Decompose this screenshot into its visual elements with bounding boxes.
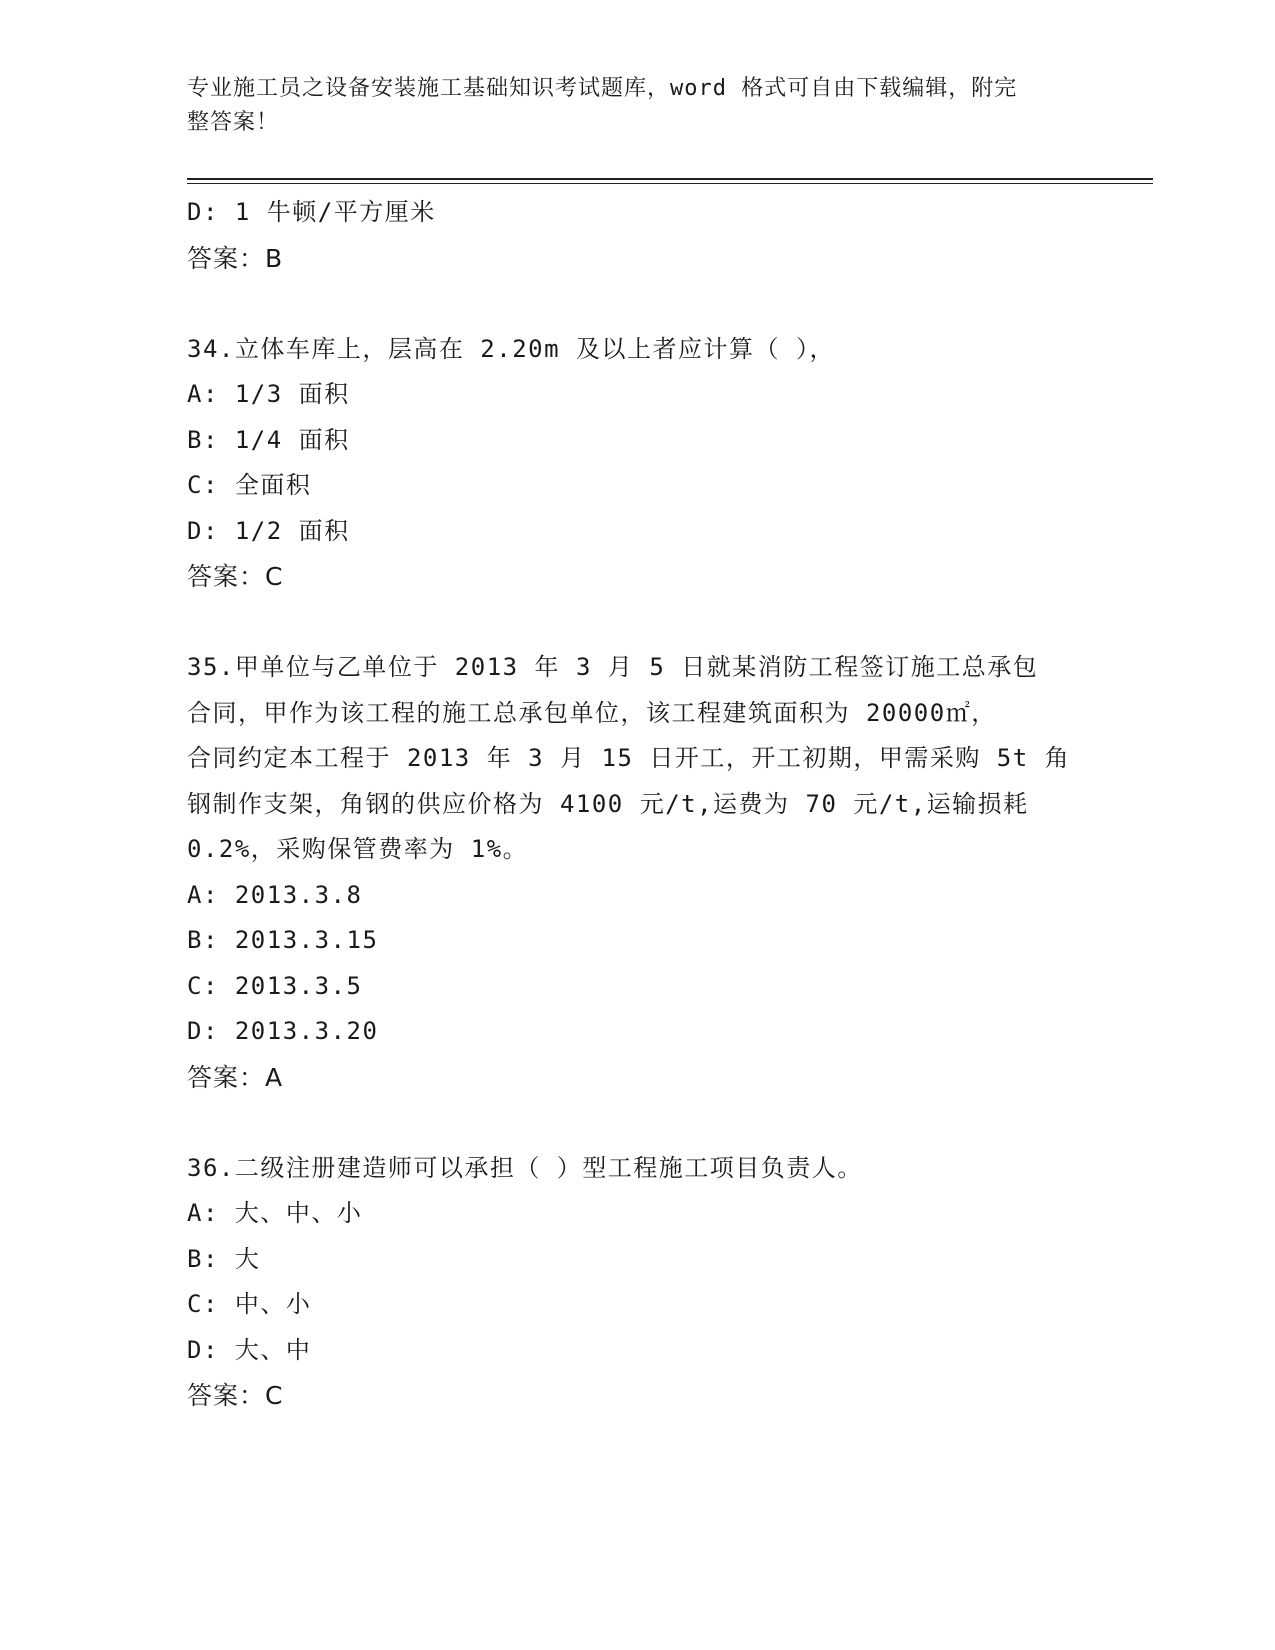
document-header (187, 72, 1067, 140)
option-a: A: 1/3 面积 (187, 380, 350, 408)
option-a: A: 2013.3.8 (187, 880, 363, 909)
option-c: C: 2013.3.5 (187, 971, 363, 1000)
question-stem-line-4: 钢制作支架，角钢的供应价格为 4100 元/t,运费为 70 元/t,运输损耗 (187, 789, 1029, 818)
answer-line: 答案：B (187, 243, 284, 273)
question-stem-line-1: 35.甲单位与乙单位于 2013 年 3 月 5 日就某消防工程签订施工总承包 (187, 653, 1039, 681)
header-rule-thick (187, 178, 1153, 180)
option-d: D: 大、中 (187, 1335, 312, 1364)
question-35 (187, 645, 1087, 1100)
option-c: C: 中、小 (187, 1290, 312, 1318)
option-d: D: 2013.3.20 (187, 1017, 379, 1045)
header-rule-thin (187, 183, 1153, 184)
option-b: B: 1/4 面积 (187, 425, 350, 454)
question-stem-line-3: 合同约定本工程于 2013 年 3 月 15 日开工，开工初期，甲需采购 5t 角 (187, 744, 1071, 772)
answer-line: 答案：A (187, 1062, 284, 1092)
spacer (187, 600, 1087, 646)
header-line-1: 专业施工员之设备安装施工基础知识考试题库，word 格式可自由下载编辑，附完 (187, 76, 1018, 101)
question-34 (187, 327, 1087, 600)
header-line-2: 整答案！ (187, 110, 280, 135)
spacer (187, 1100, 1087, 1146)
spacer (187, 281, 1087, 327)
option-d: D: 1/2 面积 (187, 516, 350, 545)
question-36 (187, 1146, 1087, 1419)
option-d: D: 1 牛顿/平方厘米 (187, 198, 436, 226)
option-b: B: 大 (187, 1244, 261, 1273)
question-stem-line-5: 0.2%，采购保管费率为 1%。 (187, 835, 529, 863)
question-stem-line-2: 合同，甲作为该工程的施工总承包单位，该工程建筑面积为 20000㎡， (187, 698, 997, 727)
question-stem: 34.立体车库上，层高在 2.20m 及以上者应计算（ ）， (187, 334, 835, 363)
option-a: A: 大、中、小 (187, 1199, 363, 1227)
option-c: C: 全面积 (187, 471, 312, 499)
answer-line: 答案：C (187, 562, 284, 591)
option-b: B: 2013.3.15 (187, 926, 379, 954)
document-body (187, 190, 1087, 1419)
question-stem: 36.二级注册建造师可以承担（ ）型工程施工项目负责人。 (187, 1153, 863, 1182)
answer-line: 答案：C (187, 1381, 284, 1410)
